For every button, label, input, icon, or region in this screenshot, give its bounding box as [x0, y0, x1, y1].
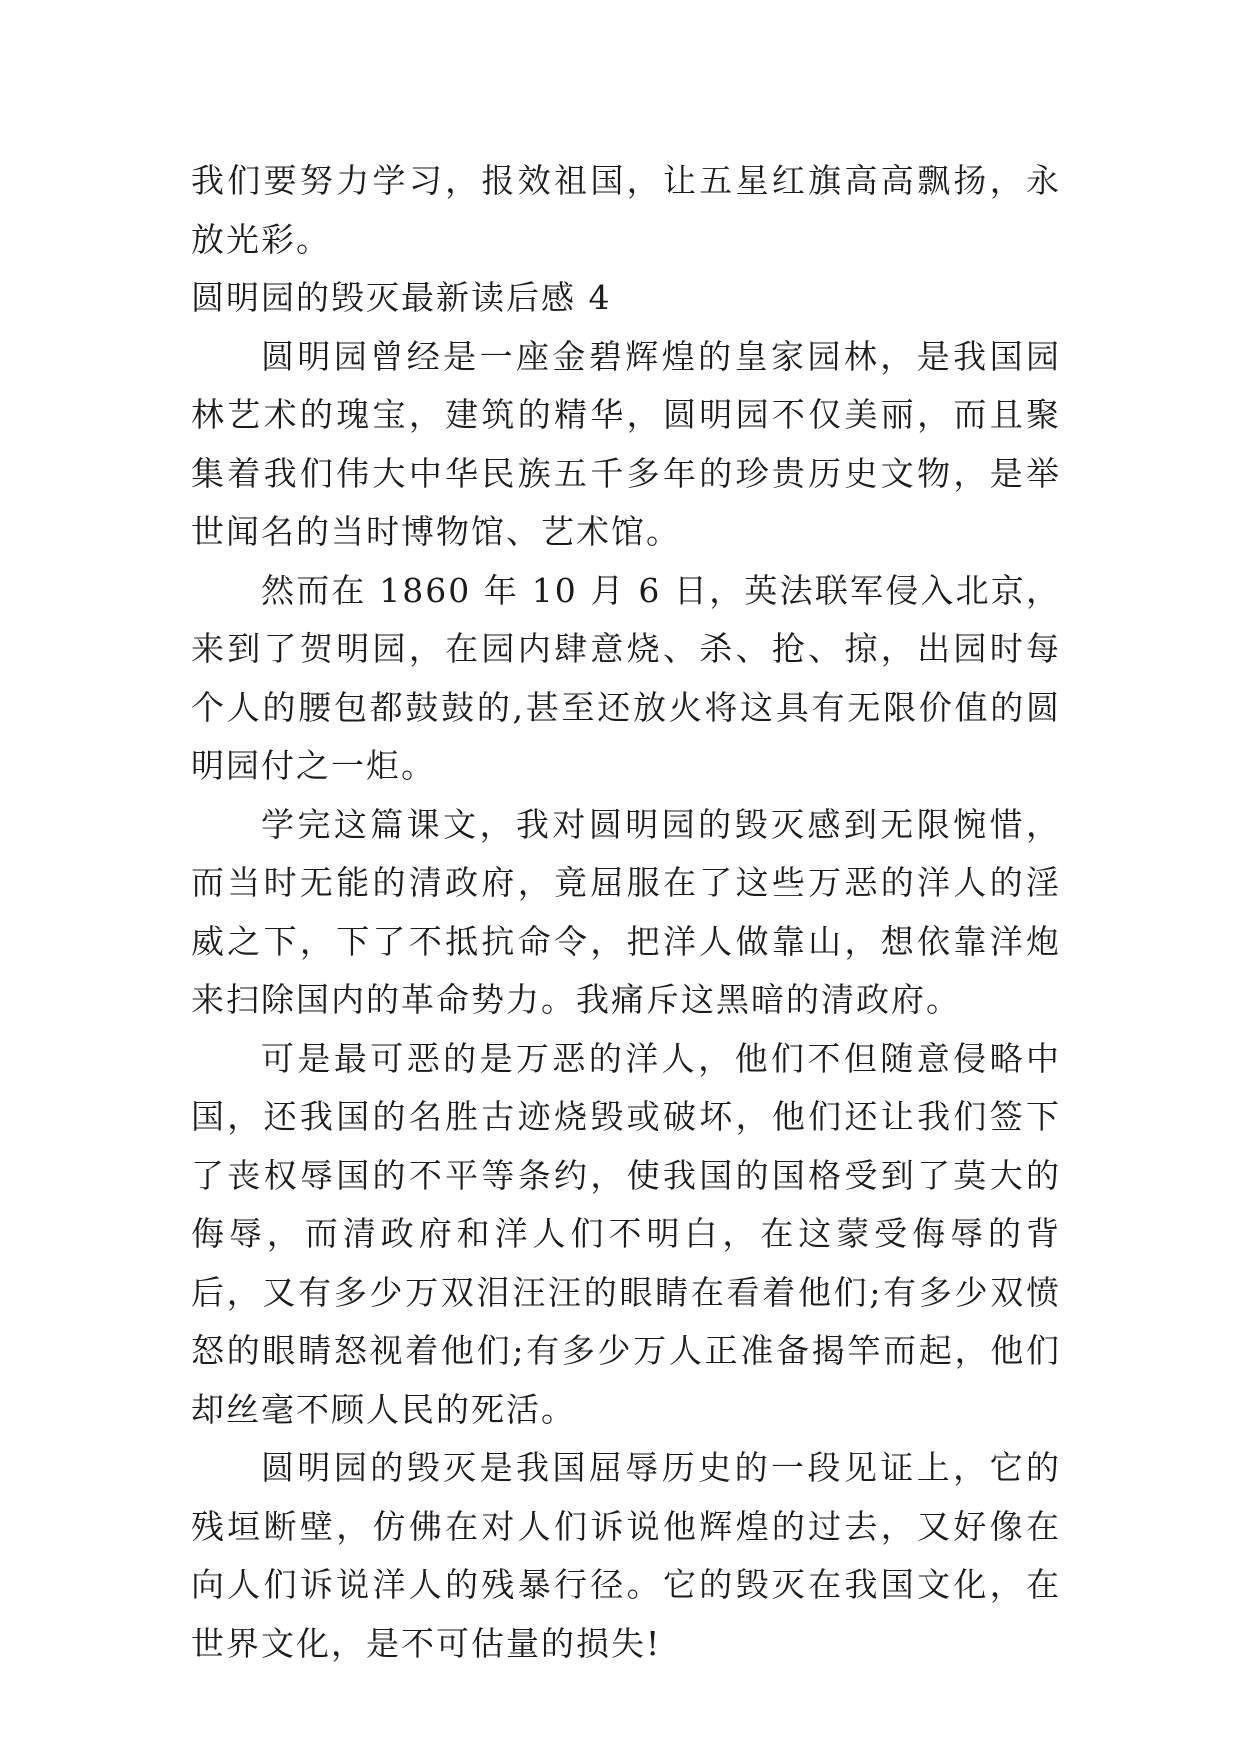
body-paragraph: 可是最可恶的是万恶的洋人，他们不但随意侵略中国，还我国的名胜古迹烧毁或破坏，他们还让我们签下了丧权辱国的不平等条约，使我国的国格受到了莫大的侮辱，而清政府和洋人们不明白，在这蒙受侮辱的背后，又有多少万双泪汪汪的眼睛在看着他们;有多少双愤怒的眼睛怒视着他们;有多少万人正准备揭竿而起，他们却丝毫不顾人民的死活。: [191, 1038, 1061, 1429]
body-paragraph: 然而在 1860 年 10 月 6 日，英法联军侵入北京，来到了贺明园，在园内肆意烧、杀、抢、掠，出园时每个人的腰包都鼓鼓的,甚至还放火将这具有无限价值的圆明园付之一炬。: [191, 570, 1061, 785]
continuation-paragraph: 我们要努力学习，报效祖国，让五星红旗高高飘扬，永放光彩。: [191, 161, 1061, 259]
body-paragraph: 圆明园曾经是一座金碧辉煌的皇家园林，是我国园林艺术的瑰宝，建筑的精华，圆明园不仅美丽，而且聚集着我们伟大中华民族五千多年的珍贵历史文物，是举世闻名的当时博物馆、艺术馆。: [191, 336, 1061, 551]
body-paragraph: 学完这篇课文，我对圆明园的毁灭感到无限惋惜，而当时无能的清政府，竟屈服在了这些万恶的洋人的淫威之下，下了不抵抗命令，把洋人做靠山，想依靠洋炮来扫除国内的革命势力。我痛斥这黑暗的清政府。: [191, 804, 1061, 1019]
document-body: [191, 152, 1061, 1673]
body-paragraph: 圆明园的毁灭是我国屈辱历史的一段见证上，它的残垣断壁，仿佛在对人们诉说他辉煌的过去，又好像在向人们诉说洋人的残暴行径。它的毁灭在我国文化，在世界文化，是不可估量的损失!: [191, 1448, 1061, 1663]
section-heading: 圆明园的毁灭最新读后感 4: [191, 278, 612, 317]
